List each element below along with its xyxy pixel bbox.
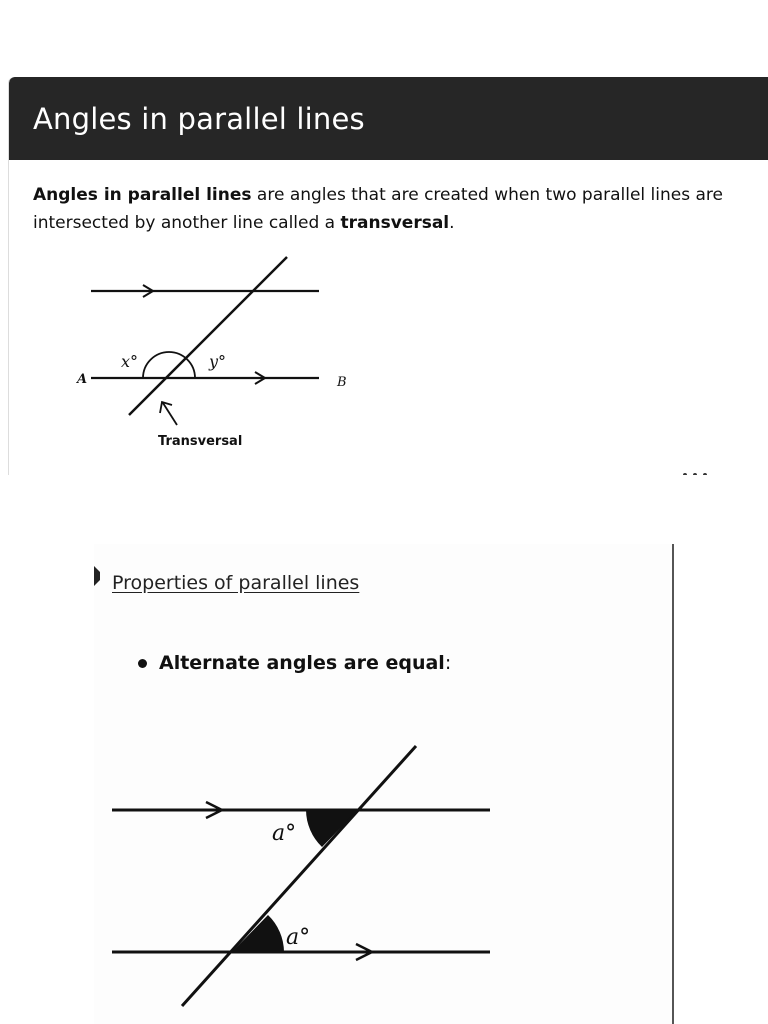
properties-link[interactable]: Properties of parallel lines: [112, 572, 360, 594]
content-card: [8, 77, 768, 475]
angle-label-top: a°: [272, 821, 297, 846]
intro-term: Angles in parallel lines: [33, 185, 252, 205]
intro-text-2: .: [449, 213, 455, 233]
angle-label-y: y°: [209, 352, 227, 371]
angle-label-bottom: a°: [286, 925, 311, 950]
bullet-dot: [138, 659, 147, 668]
bullet-text: Alternate angles are equal: [159, 652, 445, 674]
angle-label-x: x°: [121, 352, 139, 371]
transversal-label: Transversal: [158, 434, 243, 449]
intro-term-transversal: transversal: [340, 213, 450, 233]
transversal-line: [129, 257, 287, 415]
panel-divider: [672, 544, 674, 1024]
alternate-angles-diagram: [100, 740, 500, 1020]
page-title: Angles in parallel lines: [33, 101, 365, 136]
bullet-alternate-angles: [138, 652, 451, 674]
card-header: [9, 77, 768, 160]
transversal-diagram: [69, 255, 369, 455]
transversal-pointer: [163, 403, 177, 425]
play-icon: [94, 566, 104, 586]
intro-paragraph: [33, 181, 753, 237]
point-label-a: A: [77, 372, 88, 387]
transversal-line-2: [182, 746, 416, 1006]
ellipsis-icon: [681, 471, 709, 475]
intro-text-1: are angles that are created when two parallel lines are intersected by another line called a: [33, 185, 723, 233]
point-label-b: B: [337, 375, 347, 390]
bullet-colon: :: [444, 652, 452, 674]
